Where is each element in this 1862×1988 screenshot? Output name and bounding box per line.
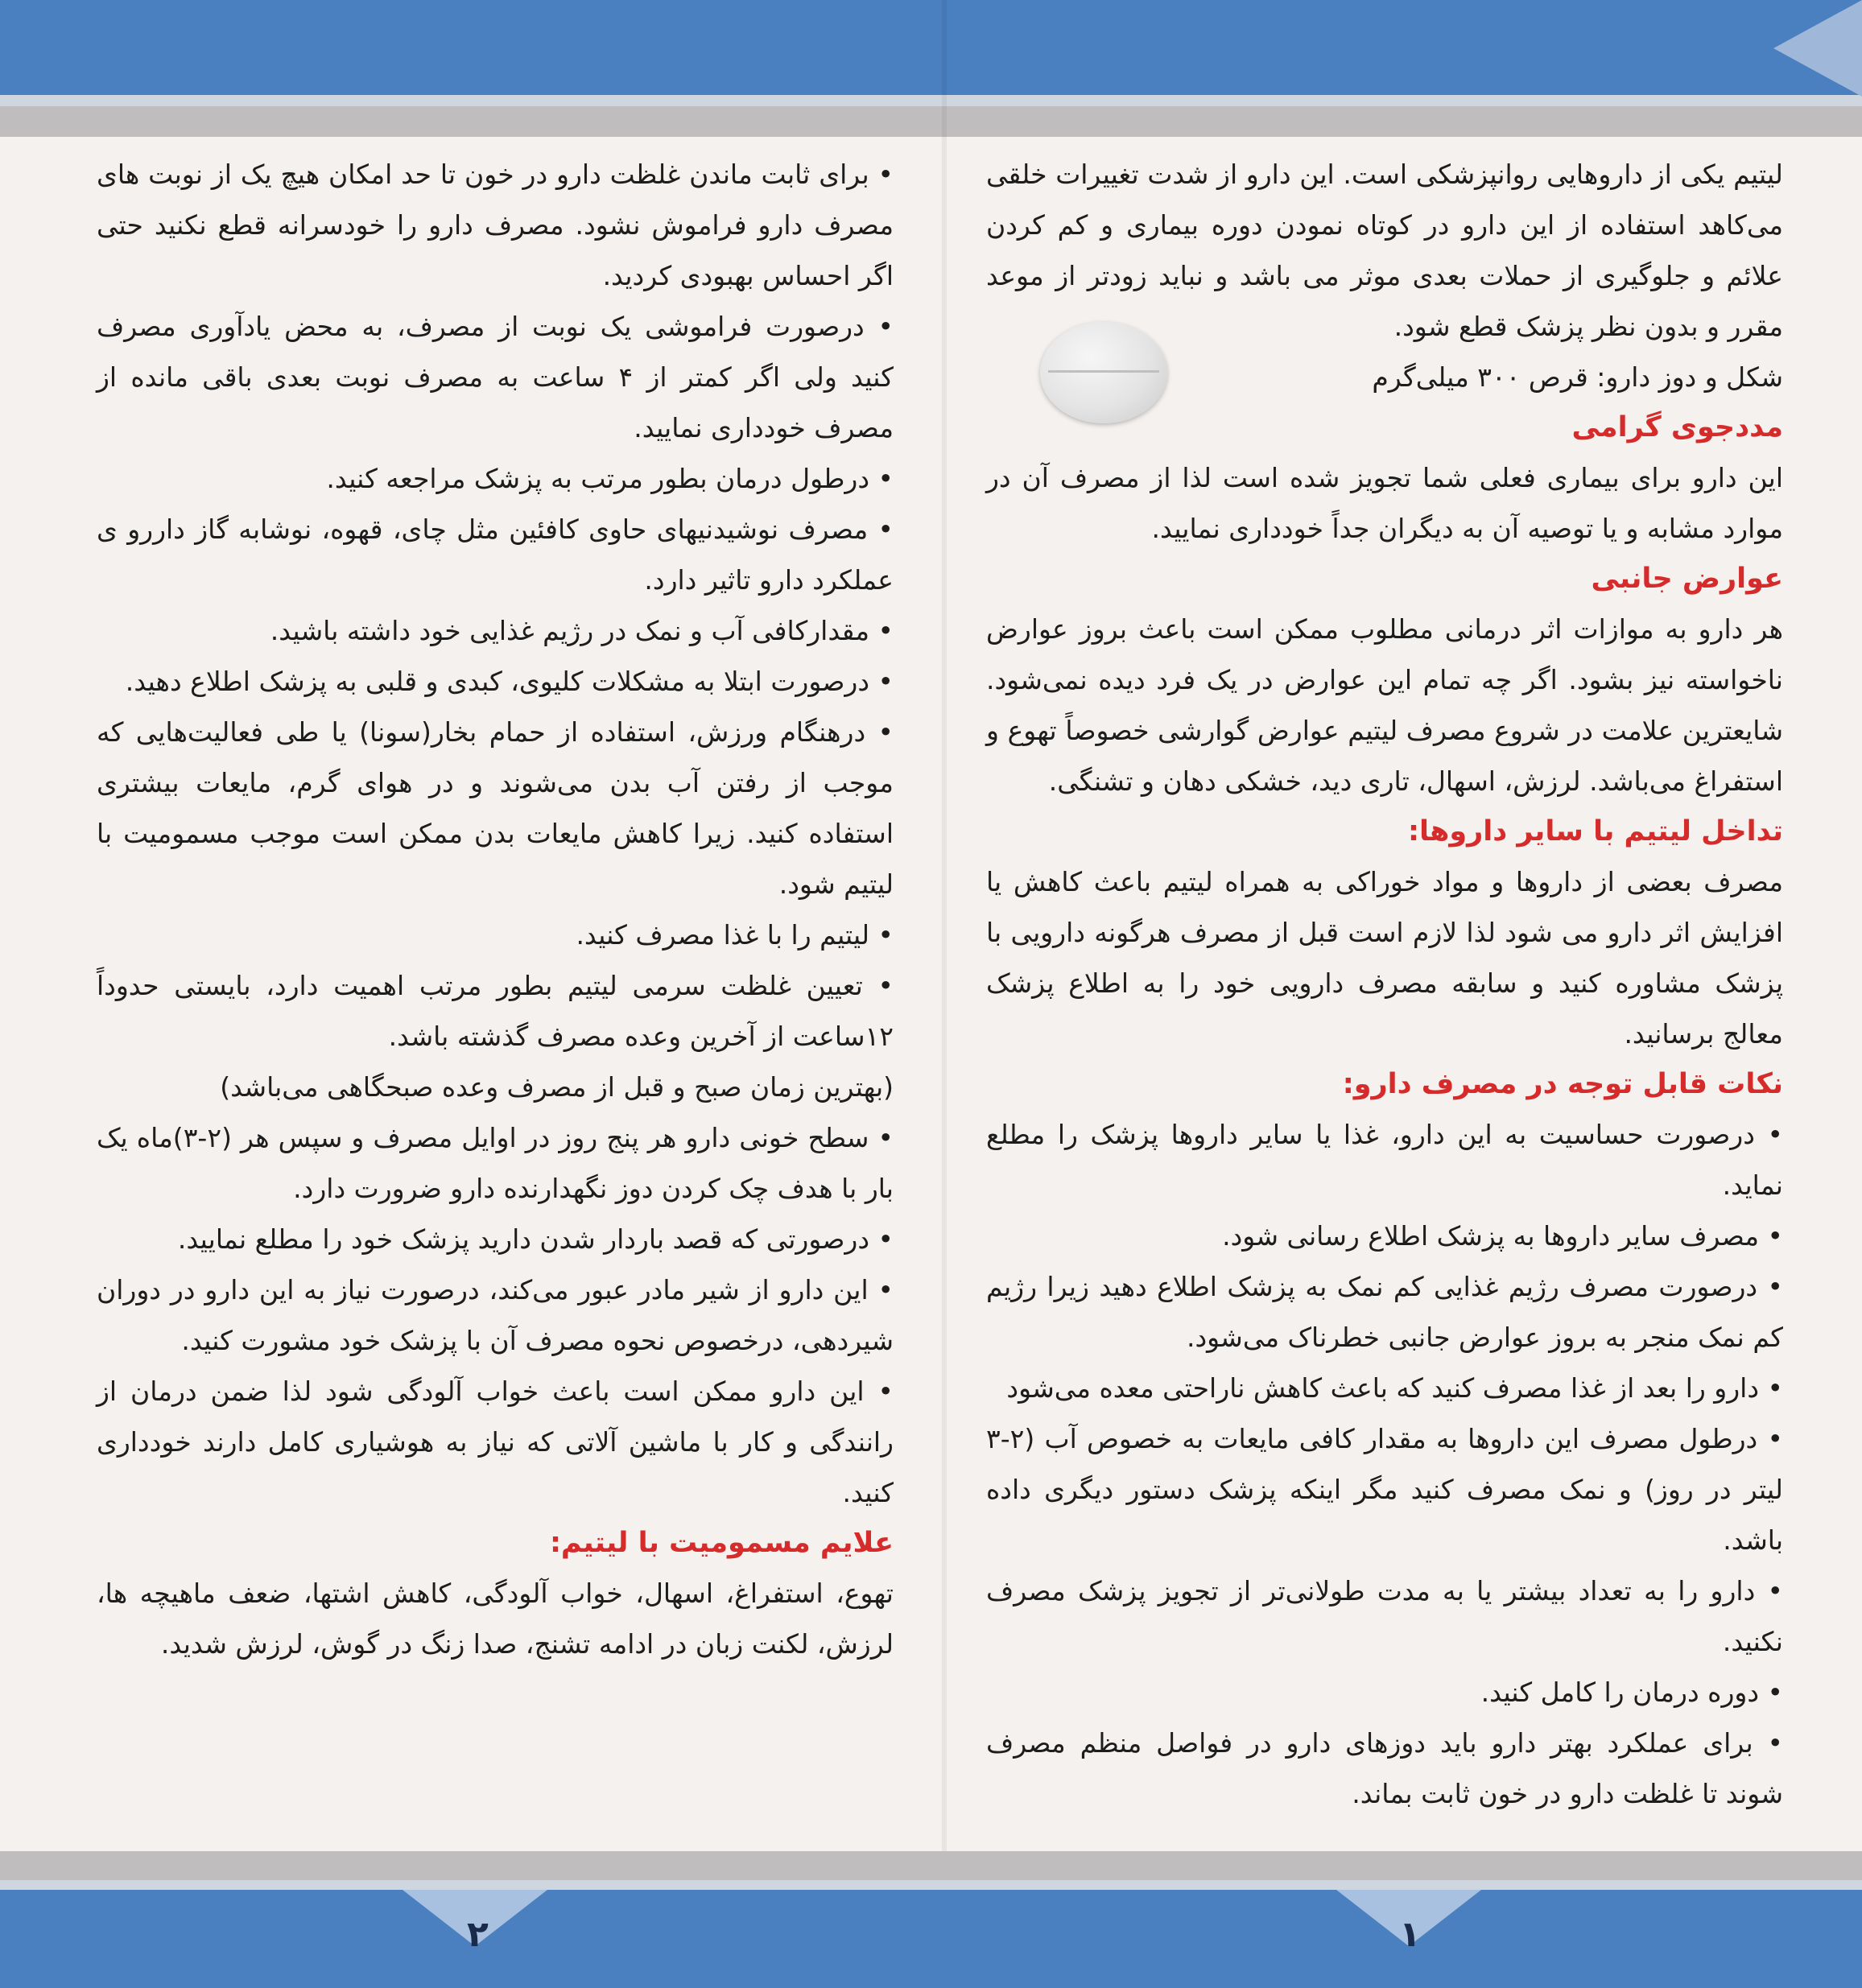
best-time-note: (بهترین زمان صبح و قبل از مصرف وعده صبحگاهی می‌باشد)	[220, 1071, 894, 1103]
tip-item: • لیتیم را با غذا مصرف کنید.	[97, 909, 894, 960]
heading-toxicity: علایم مسمومیت با لیتیم:	[549, 1527, 894, 1559]
note-item: • برای عملکرد بهتر دارو باید دوزهای دارو در فواصل منظم مصرف شوند تا غلظت دارو در خون ثابت بماند.	[986, 1718, 1783, 1819]
top-banner	[0, 0, 1862, 95]
top-gray-strip	[0, 106, 1862, 137]
note-item: • درصورت حساسیت به این دارو، غذا یا سایر داروها پزشک را مطلع نماید.	[986, 1109, 1783, 1211]
patient-paragraph: این دارو برای بیماری فعلی شما تجویز شده است لذا از مصرف آن در موارد مشابه و یا توصیه آن به دیگران جداً خودداری نمایید.	[986, 462, 1783, 544]
intro-paragraph: لیتیم یکی از داروهایی روانپزشکی است. این دارو از شدت تغییرات خلقی می‌کاهد استفاده از این دارو در کوتاه نمودن دوره بیماری و کم کردن علائم و جلوگیری از حملات بعدی موثر می باشد و نباید زودتر از موعد مقرر و بدون نظر پزشک قطع شود.	[986, 159, 1783, 342]
bottom-banner-edge	[0, 1880, 1862, 1890]
note-item: • درطول مصرف این داروها به مقدار کافی مایعات به خصوص آب (۲-۳ لیتر در روز) و نمک مصرف کنید مگر اینکه پزشک دستور دیگری داده باشد.	[986, 1413, 1783, 1565]
heading-interactions: تداخل لیتیم با سایر داروها:	[1407, 815, 1783, 848]
tip-item: • برای ثابت ماندن غلظت دارو در خون تا حد امکان هیچ یک از نوبت های مصرف دارو فراموش نشود. مصرف دارو را خودسرانه قطع نکنید حتی اگر احساس بهبودی کردید.	[97, 149, 894, 301]
corner-triangle	[1773, 0, 1862, 97]
note-item: • دارو را بعد از غذا مصرف کنید که باعث کاهش ناراحتی معده می‌شود	[986, 1363, 1783, 1413]
note-item: • مصرف سایر داروها به پزشک اطلاع رسانی شود.	[986, 1211, 1783, 1261]
page-number-1: ۱	[1399, 1914, 1421, 1955]
tip-item: • مقدارکافی آب و نمک در رژیم غذایی خود داشته باشید.	[97, 605, 894, 656]
top-banner-edge	[0, 95, 1862, 106]
tip-item: • این دارو از شیر مادر عبور می‌کند، درصورت نیاز به این دارو در دوران شیردهی، درخصوص نحوه مصرف آن با پزشک خود مشورت کنید.	[97, 1264, 894, 1366]
tip-item: • این دارو ممکن است باعث خواب آلودگی شود لذا ضمن درمان از رانندگی و کار با ماشین آلاتی که نیاز به هوشیاری کامل دارند خودداری کنید.	[97, 1366, 894, 1518]
side-effects-paragraph: هر دارو به موازات اثر درمانی مطلوب ممکن است باعث بروز عوارض ناخواسته نیز بشود. اگر چه تمام این عوارض در یک فرد دیده نمی‌شود. شایعترین علامت در شروع مصرف لیتیم عوارض گوارشی خصوصاً تهوع و استفراغ می‌باشد. لرزش، اسهال، تاری دید، خشکی دهان و تشنگی.	[986, 613, 1783, 797]
dose-line: شکل و دوز دارو: قرص ۳۰۰ میلی‌گرم	[1372, 361, 1783, 393]
tip-item: • درصورت فراموشی یک نوبت از مصرف، به محض یادآوری مصرف کنید ولی اگر کمتر از ۴ ساعت به مصرف نوبت بعدی باقی مانده از مصرف خودداری نمایید.	[97, 301, 894, 453]
interactions-paragraph: مصرف بعضی از داروها و مواد خوراکی به همراه لیتیم باعث کاهش یا افزایش اثر دارو می شود لذا لازم است قبل از مصرف هرگونه دارویی با پزشک مشاوره کنید و سابقه مصرف دارویی خود را به اطلاع پزشک معالج برسانید.	[986, 866, 1783, 1050]
tip-item: • سطح خونی دارو هر پنج روز در اوایل مصرف و سپس هر (۲-۳)ماه یک بار با هدف چک کردن دوز نگهدارنده دارو ضرورت دارد.	[97, 1112, 894, 1214]
tip-item: • درصورتی که قصد باردار شدن دارید پزشک خود را مطلع نمایید.	[97, 1214, 894, 1264]
tip-item: • درطول درمان بطور مرتب به پزشک مراجعه کنید.	[97, 453, 894, 504]
note-item: • دارو را به تعداد بیشتر یا به مدت طولانی‌تر از تجویز پزشک مصرف نکنید.	[986, 1565, 1783, 1667]
tip-item: • درصورت ابتلا به مشکلات کلیوی، کبدی و قلبی به پزشک اطلاع دهید.	[97, 656, 894, 707]
note-item: • دوره درمان را کامل کنید.	[986, 1667, 1783, 1718]
note-item: • درصورت مصرف رژیم غذایی کم نمک به پزشک اطلاع دهید زیرا رژیم کم نمک منجر به بروز عوارض جانبی خطرناک می‌شود.	[986, 1261, 1783, 1363]
tip-item: • درهنگام ورزش، استفاده از حمام بخار(سونا) یا طی فعالیت‌هایی که موجب از رفتن آب بدن می‌شوند و در هوای گرم، مایعات بیشتری استفاده کنید. زیرا کاهش مایعات بدن ممکن است موجب مسمومیت با لیتیم شود.	[97, 707, 894, 909]
heading-notes: نکات قابل توجه در مصرف دارو:	[1342, 1068, 1783, 1100]
bottom-gray-strip	[0, 1851, 1862, 1880]
page-2-column	[97, 149, 894, 1669]
heading-patient: مددجوی گرامی	[1571, 411, 1783, 443]
tip-item: • تعیین غلظت سرمی لیتیم بطور مرتب اهمیت دارد، بایستی حدوداً ۱۲ساعت از آخرین وعده مصرف گذشته باشد.	[97, 960, 894, 1062]
bottom-banner	[0, 1890, 1862, 1988]
heading-side-effects: عوارض جانبی	[1591, 563, 1783, 595]
page-1-column	[986, 149, 1783, 1819]
page-number-2: ۲	[467, 1914, 489, 1955]
toxicity-paragraph: تهوع، استفراغ، اسهال، خواب آلودگی، کاهش اشتها، ضعف ماهیچه ها، لرزش، لکنت زبان در ادامه تشنج، صدا زنگ در گوش، لرزش شدید.	[97, 1578, 894, 1660]
tip-item: • مصرف نوشیدنیهای حاوی کافئین مثل چای، قهوه، نوشابه گاز داررو ی عملکرد دارو تاثیر دارد.	[97, 504, 894, 605]
page-fold	[942, 0, 947, 1988]
